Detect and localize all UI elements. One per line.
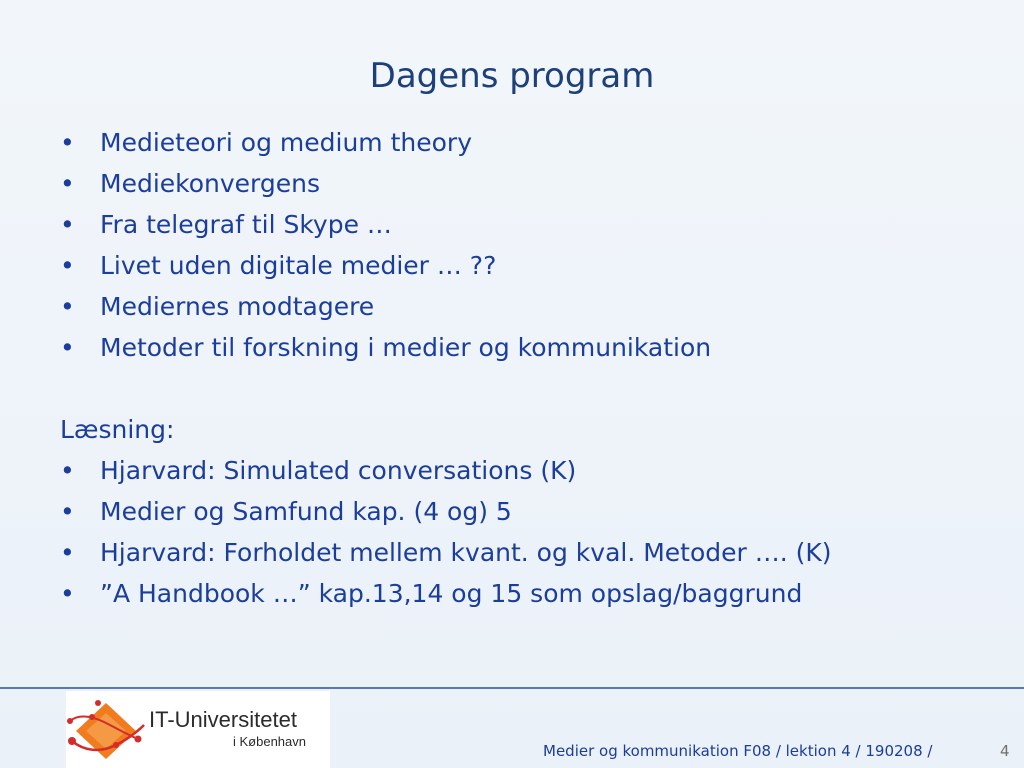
- list-item-text: Medieteori og medium theory: [100, 128, 472, 157]
- reading-list: [56, 450, 996, 614]
- list-item: [56, 327, 996, 368]
- slide-title: Dagens program: [369, 56, 655, 96]
- logo-subtitle: i København: [233, 734, 306, 749]
- bullet-icon: •: [60, 497, 75, 526]
- list-item: [56, 122, 996, 163]
- list-item: [56, 491, 996, 532]
- list-item-text: Metoder til forskning i medier og kommunikation: [100, 333, 712, 362]
- footer-divider: [0, 687, 1024, 689]
- list-item-text: Mediernes modtagere: [100, 292, 375, 321]
- list-item: [56, 450, 996, 491]
- bullet-icon: •: [60, 210, 75, 239]
- bullet-icon: •: [60, 579, 75, 608]
- list-item-text: Hjarvard: Simulated conversations (K): [100, 456, 577, 485]
- bullet-icon: •: [60, 456, 75, 485]
- list-item: [56, 286, 996, 327]
- topic-list: [56, 122, 996, 368]
- list-item-text: Fra telegraf til Skype …: [100, 210, 392, 239]
- list-item-text: ”A Handbook …” kap.13,14 og 15 som opslag/baggrund: [100, 579, 803, 608]
- list-item: [56, 204, 996, 245]
- page-number: 4: [1000, 742, 1010, 760]
- list-item-text: Hjarvard: Forholdet mellem kvant. og kval. Metoder …. (K): [100, 538, 832, 567]
- list-item: [56, 245, 996, 286]
- bullet-icon: •: [60, 538, 75, 567]
- list-item-text: Mediekonvergens: [100, 169, 321, 198]
- bullet-icon: •: [60, 333, 75, 362]
- slide-content: [56, 122, 996, 614]
- bullet-icon: •: [60, 251, 75, 280]
- bullet-icon: •: [60, 128, 75, 157]
- university-logo: [66, 691, 330, 768]
- spacer: [56, 368, 996, 409]
- list-item: [56, 163, 996, 204]
- bullet-icon: •: [60, 292, 75, 321]
- itu-logo-icon: [66, 695, 146, 765]
- list-item-text: Medier og Samfund kap. (4 og) 5: [100, 497, 512, 526]
- footer-course-info: Medier og kommunikation F08 / lektion 4 / 190208 /: [543, 742, 933, 760]
- reading-label: Læsning:: [60, 415, 175, 444]
- bullet-icon: •: [60, 169, 75, 198]
- logo-name: IT-Universitetet: [149, 707, 297, 732]
- list-item: [56, 532, 996, 573]
- list-item: [56, 573, 996, 614]
- list-item-text: Livet uden digitale medier … ??: [100, 251, 497, 280]
